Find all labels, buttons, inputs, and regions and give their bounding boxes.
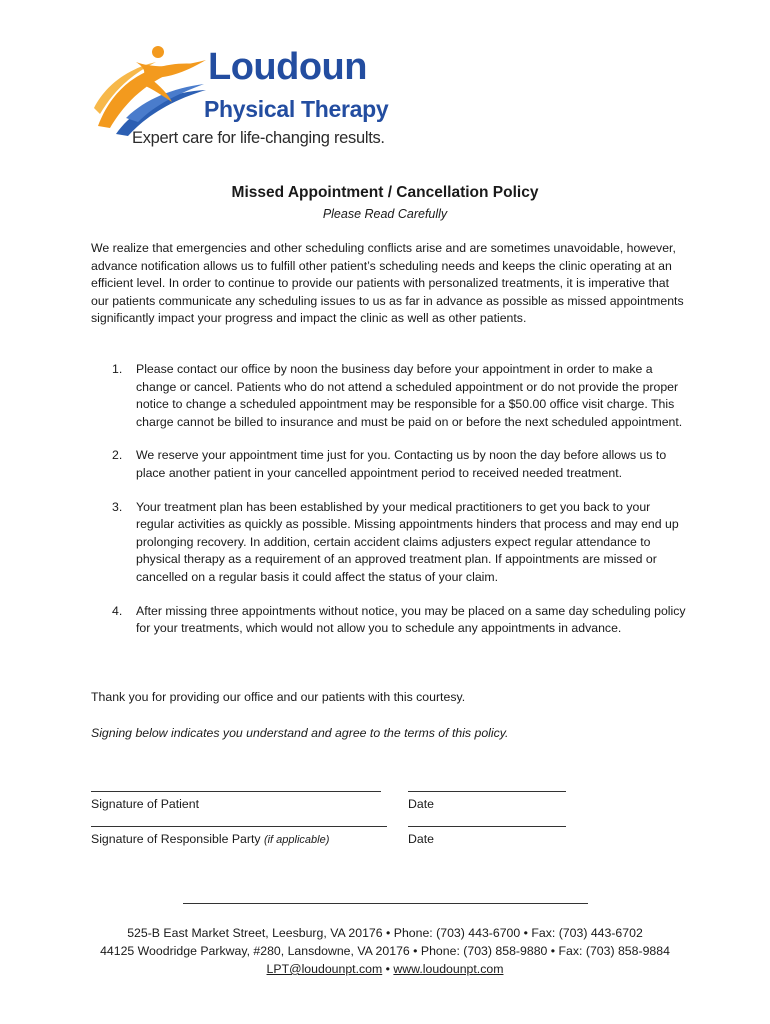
brand-tagline: Expert care for life-changing results. [132, 129, 385, 147]
policy-item-text: After missing three appointments without notice, you may be placed on a same day scheduling policy for your treatments, which would not allow you to schedule any appointments in advance. [136, 603, 686, 636]
policy-item-text: Please contact our office by noon the business day before your appointment in order to make a change or cancel. Patients who do not attend a scheduled appointment or do not provide the proper notice to change a scheduled appointment may be responsible for a $50.00 office visit charge. This charge cannot be billed to insurance and must be paid on or before the next scheduled appointment. [136, 362, 683, 429]
footer-address-2: 44125 Woodridge Parkway, #280, Lansdowne, VA 20176 • Phone: (703) 858-9880 • Fax: (703) 858-9884 [100, 944, 670, 958]
policy-item-text: We reserve your appointment time just for you. Contacting us by noon the day before allows us to place another patient in your cancelled appointment period to received needed treatment. [136, 448, 667, 480]
responsible-date-line[interactable] [408, 826, 566, 828]
policy-item [91, 361, 687, 431]
signing-note: Signing below indicates you understand and agree to the terms of this policy. [91, 726, 509, 740]
website-link[interactable]: www.loudounpt.com [393, 962, 504, 976]
page-title: Missed Appointment / Cancellation Policy [231, 184, 539, 201]
policy-list [91, 361, 687, 654]
responsible-signature-line[interactable] [91, 826, 387, 828]
footer-address-1: 525-B East Market Street, Leesburg, VA 20176 • Phone: (703) 443-6700 • Fax: (703) 443-6702 [127, 926, 643, 940]
responsible-date-label: Date [408, 832, 434, 846]
intro-paragraph: We realize that emergencies and other scheduling conflicts arise and are sometimes unavoidable, however, advance notification allows us to fulfill other patient’s scheduling needs and keeps the clinic operating at an efficient level. In order to continue to provide our patients with personalized treatments, it is imperative that our patients communicate any scheduling issues to us as far in advance as possible as missed appointments significantly impact your progress and impact the clinic as well as other patients. [91, 241, 684, 326]
responsible-note: (if applicable) [263, 834, 330, 846]
responsible-signature-label [91, 832, 329, 846]
policy-item [91, 499, 687, 587]
patient-date-label: Date [408, 797, 434, 811]
footer-separator: • [385, 962, 390, 976]
page-subtitle: Please Read Carefully [322, 207, 448, 221]
brand-name: Loudoun [208, 46, 367, 88]
policy-item [91, 447, 687, 482]
policy-item-number: 4. [112, 603, 123, 618]
policy-item-number: 1. [112, 362, 123, 376]
policy-item-number: 2. [112, 448, 123, 463]
patient-date-line[interactable] [408, 791, 566, 793]
patient-signature-label: Signature of Patient [91, 797, 200, 811]
patient-signature-line[interactable] [91, 791, 381, 793]
footer-contact [0, 962, 770, 976]
policy-item-number: 3. [112, 499, 123, 514]
responsible-label-text: Signature of Responsible Party [91, 832, 261, 846]
email-link[interactable]: LPT@loudounpt.com [266, 962, 383, 976]
footer-divider [183, 903, 588, 904]
policy-item [91, 603, 687, 638]
thanks-text: Thank you for providing our office and our patients with this courtesy. [91, 690, 466, 704]
swoosh-figure-icon [86, 38, 216, 138]
company-logo [86, 38, 389, 156]
policy-item-text: Your treatment plan has been established by your medical practitioners to get you back to your regular activities as quickly as possible. Missing appointments hinders that process and may end up prolonging recovery. In addition, certain accident claims adjusters expect regular attendance to physical therapy as a requirement of an approved treatment plan. If appointments are missed or cancelled on a regular basis it could affect the status of your claim. [136, 499, 679, 584]
brand-subname: Physical Therapy [204, 96, 389, 122]
